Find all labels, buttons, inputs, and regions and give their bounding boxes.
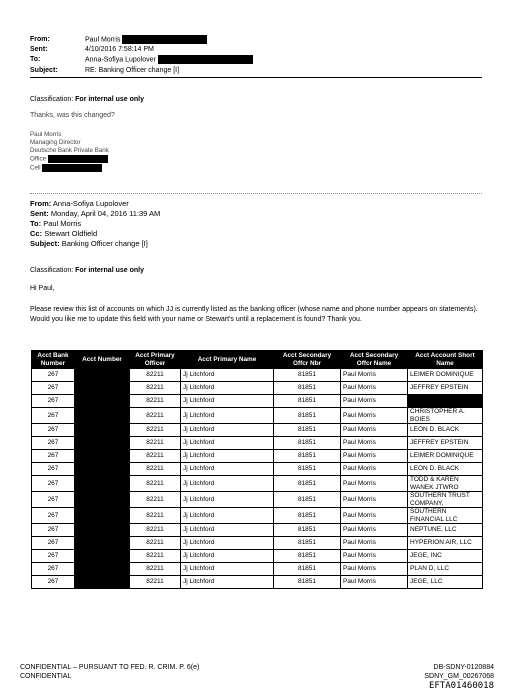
table-cell: SOUTHERN FINANCIAL LLC (408, 508, 483, 524)
classification-value: For internal use only (75, 267, 144, 274)
subject-label: Subject: (30, 66, 58, 74)
col-header: Acct Number (75, 351, 130, 369)
table-cell: Jj Litchford (181, 437, 274, 450)
table-cell: 267 (32, 395, 75, 408)
table-cell: Paul Morris (341, 492, 408, 508)
footer-right (424, 663, 494, 691)
footer-left (20, 663, 199, 681)
table-cell: Paul Morris (341, 395, 408, 408)
redacted-cell (75, 537, 130, 550)
redacted-cell (408, 395, 483, 408)
table-cell: 81851 (274, 492, 341, 508)
table-cell: 267 (32, 382, 75, 395)
table-row (32, 382, 483, 395)
table-cell: JEGE, INC (408, 550, 483, 563)
table-cell: 82211 (130, 537, 181, 550)
redaction-box (122, 35, 207, 44)
table-cell: 267 (32, 369, 75, 382)
greeting: Hi Paul, (30, 285, 55, 292)
table-cell: 81851 (274, 369, 341, 382)
table-cell: Jj Litchford (181, 382, 274, 395)
signature-name: Paul Morris (30, 131, 62, 138)
table-cell: Jj Litchford (181, 450, 274, 463)
fwd-from-value: Anna-Sofiya Lupolover (52, 199, 129, 208)
table-cell: Jj Litchford (181, 576, 274, 589)
redaction-box (48, 155, 108, 163)
classification-value: For internal use only (75, 96, 144, 103)
table-cell: Jj Litchford (181, 369, 274, 382)
table-cell: 82211 (130, 476, 181, 492)
table-row (32, 576, 483, 589)
table-cell: Paul Morris (341, 563, 408, 576)
footer-doc-id: DB-SDNY-0120884 (433, 664, 494, 671)
table-cell: Jj Litchford (181, 408, 274, 424)
table-cell: 267 (32, 492, 75, 508)
fwd-cc-value: Stewart Oldfield (44, 229, 98, 238)
table-cell: 82211 (130, 492, 181, 508)
footer-confidential: CONFIDENTIAL (20, 673, 72, 680)
table-cell: Jj Litchford (181, 524, 274, 537)
table-cell: 81851 (274, 563, 341, 576)
table-cell: 267 (32, 508, 75, 524)
redacted-cell (75, 524, 130, 537)
table-cell: 81851 (274, 537, 341, 550)
forwarded-header (30, 199, 160, 249)
table-cell: 82211 (130, 563, 181, 576)
table-cell: Jj Litchford (181, 537, 274, 550)
table-cell: Jj Litchford (181, 463, 274, 476)
table-row (32, 508, 483, 524)
table-cell: Paul Morris (341, 550, 408, 563)
redacted-cell (75, 424, 130, 437)
table-row (32, 537, 483, 550)
redaction-box (158, 55, 253, 64)
table-cell: 81851 (274, 524, 341, 537)
table-cell: Paul Morris (341, 408, 408, 424)
col-header: Acct Primary Officer (130, 351, 181, 369)
fwd-subject-value: Banking Officer change [I] (61, 239, 148, 248)
table-cell: 267 (32, 576, 75, 589)
separator (30, 193, 482, 194)
table-cell: 82211 (130, 395, 181, 408)
table-row (32, 476, 483, 492)
table-cell: 267 (32, 450, 75, 463)
email-header (30, 35, 253, 76)
col-header: Acct Bank Number (32, 351, 75, 369)
table-cell: Paul Morris (341, 424, 408, 437)
table-cell: 81851 (274, 550, 341, 563)
table-cell: NEPTUNE, LLC (408, 524, 483, 537)
table-row (32, 369, 483, 382)
table-cell: 82211 (130, 524, 181, 537)
body-text: Please review this list of accounts on which JJ is currently listed as the banking officer (whose name and phone number appears on statements). Would you like me to update this field with your name or Stewart's until a replacement is found? Thank you. (30, 306, 478, 323)
redacted-cell (75, 476, 130, 492)
table-row (32, 463, 483, 476)
redacted-cell (75, 382, 130, 395)
table-cell: 82211 (130, 463, 181, 476)
table-cell: Jj Litchford (181, 395, 274, 408)
table-cell: Paul Morris (341, 382, 408, 395)
redacted-cell (75, 576, 130, 589)
table-cell: 81851 (274, 395, 341, 408)
table-cell: 267 (32, 437, 75, 450)
cell-label: Cell (30, 164, 41, 172)
fwd-from-label: From: (30, 199, 52, 208)
table-cell: 81851 (274, 476, 341, 492)
table-cell: JEFFREY EPSTEIN (408, 437, 483, 450)
redacted-cell (75, 508, 130, 524)
table-cell: Paul Morris (341, 508, 408, 524)
table-cell: 81851 (274, 463, 341, 476)
header-divider (30, 77, 482, 78)
table-cell: Paul Morris (341, 576, 408, 589)
table-cell: LEON D. BLACK (408, 424, 483, 437)
table-cell: Jj Litchford (181, 508, 274, 524)
classification-label: Classification: (30, 267, 74, 274)
table-cell: SOUTHERN TRUST COMPANY, (408, 492, 483, 508)
from-label: From: (30, 36, 50, 43)
table-cell: CHRISTOPHER A. BOIES (408, 408, 483, 424)
table-cell: PLAN D, LLC (408, 563, 483, 576)
table-cell: TODD & KAREN WANEK JTWRO (408, 476, 483, 492)
redacted-cell (75, 492, 130, 508)
table-cell: Paul Morris (341, 537, 408, 550)
fwd-to-label: To: (30, 219, 42, 228)
table-row (32, 395, 483, 408)
table-cell: 82211 (130, 382, 181, 395)
col-header: Acct Account Short Name (408, 351, 483, 369)
table-row (32, 550, 483, 563)
table-cell: 82211 (130, 576, 181, 589)
table-cell: 267 (32, 463, 75, 476)
fwd-sent-value: Monday, April 04, 2016 11:39 AM (50, 209, 161, 218)
table-cell: 82211 (130, 408, 181, 424)
table-cell: LEIMER DOMINIQUE (408, 450, 483, 463)
classification-label: Classification: (30, 96, 74, 103)
col-header: Acct Primary Name (181, 351, 274, 369)
to-label: To: (30, 56, 41, 64)
table-row (32, 437, 483, 450)
footer-doc-id-2: SDNY_GM_00267068 (424, 673, 494, 680)
table-cell: 81851 (274, 408, 341, 424)
table-cell: 81851 (274, 437, 341, 450)
table-cell: Paul Morris (341, 437, 408, 450)
reply-text: Thanks, was this changed? (30, 112, 115, 119)
table-cell: Paul Morris (341, 524, 408, 537)
signature-company: Deutsche Bank Private Bank (30, 147, 109, 154)
table-row (32, 450, 483, 463)
table-cell: 267 (32, 424, 75, 437)
col-header: Acct Secondary Offcr Nbr (274, 351, 341, 369)
fwd-subject-label: Subject: (30, 239, 60, 248)
table-cell: Paul Morris (341, 369, 408, 382)
fwd-to-value: Paul Morris (43, 219, 82, 228)
table-cell: LEIMER DOMINIQUE (408, 369, 483, 382)
accounts-table (31, 350, 483, 589)
table-cell: 81851 (274, 382, 341, 395)
table-row (32, 563, 483, 576)
table-cell: 81851 (274, 508, 341, 524)
table-cell: Jj Litchford (181, 424, 274, 437)
table-cell: Paul Morris (341, 450, 408, 463)
sent-value: 4/10/2016 7:58:14 PM (85, 46, 154, 54)
table-cell: JEGE, LLC (408, 576, 483, 589)
redacted-cell (75, 369, 130, 382)
footer-bates: EFTA01460018 (428, 681, 494, 691)
table-cell: 81851 (274, 450, 341, 463)
table-row (32, 424, 483, 437)
redacted-cell (75, 550, 130, 563)
table-header-row (32, 351, 483, 369)
fwd-sent-label: Sent: (30, 209, 49, 218)
footer-confidential-notice: CONFIDENTIAL – PURSUANT TO FED. R. CRIM. P. 6(e) (20, 664, 200, 671)
table-row (32, 524, 483, 537)
table-cell: 82211 (130, 550, 181, 563)
redacted-cell (75, 563, 130, 576)
table-cell: 267 (32, 563, 75, 576)
table-cell: 267 (32, 537, 75, 550)
table-cell: 267 (32, 476, 75, 492)
redacted-cell (75, 437, 130, 450)
table-cell: Jj Litchford (181, 550, 274, 563)
table-cell: 82211 (130, 508, 181, 524)
table-cell: 82211 (130, 424, 181, 437)
col-header: Acct Secondary Offcr Name (341, 351, 408, 369)
classification-2 (30, 266, 144, 276)
table-cell: 267 (32, 524, 75, 537)
table-cell: Paul Morris (341, 463, 408, 476)
table-cell: 267 (32, 408, 75, 424)
redacted-cell (75, 463, 130, 476)
redaction-box (42, 164, 102, 172)
table-cell: Jj Litchford (181, 476, 274, 492)
fwd-cc-label: Cc: (30, 229, 43, 238)
signature-title: Managing Director (30, 139, 81, 146)
classification (30, 95, 144, 105)
table-cell: HYPERION AIR, LLC (408, 537, 483, 550)
table-cell: 81851 (274, 424, 341, 437)
table-cell: Jj Litchford (181, 563, 274, 576)
table-cell: JEFFREY EPSTEIN (408, 382, 483, 395)
from-value: Paul Morris (85, 36, 121, 44)
office-label: Office (30, 155, 47, 163)
table-cell: 82211 (130, 437, 181, 450)
table-cell: 81851 (274, 576, 341, 589)
table-cell: 82211 (130, 369, 181, 382)
redacted-cell (75, 408, 130, 424)
table-cell: LEON D. BLACK (408, 463, 483, 476)
sent-label: Sent: (30, 46, 48, 54)
redacted-cell (75, 450, 130, 463)
table-cell: Paul Morris (341, 476, 408, 492)
table-cell: 267 (32, 550, 75, 563)
subject-value: RE: Banking Officer change [I] (85, 66, 180, 74)
table-row (32, 492, 483, 508)
to-value: Anna-Sofiya Lupolover (85, 56, 156, 64)
redacted-cell (75, 395, 130, 408)
table-cell: Jj Litchford (181, 492, 274, 508)
table-row (32, 408, 483, 424)
signature-block (30, 131, 109, 172)
table-cell: 82211 (130, 450, 181, 463)
